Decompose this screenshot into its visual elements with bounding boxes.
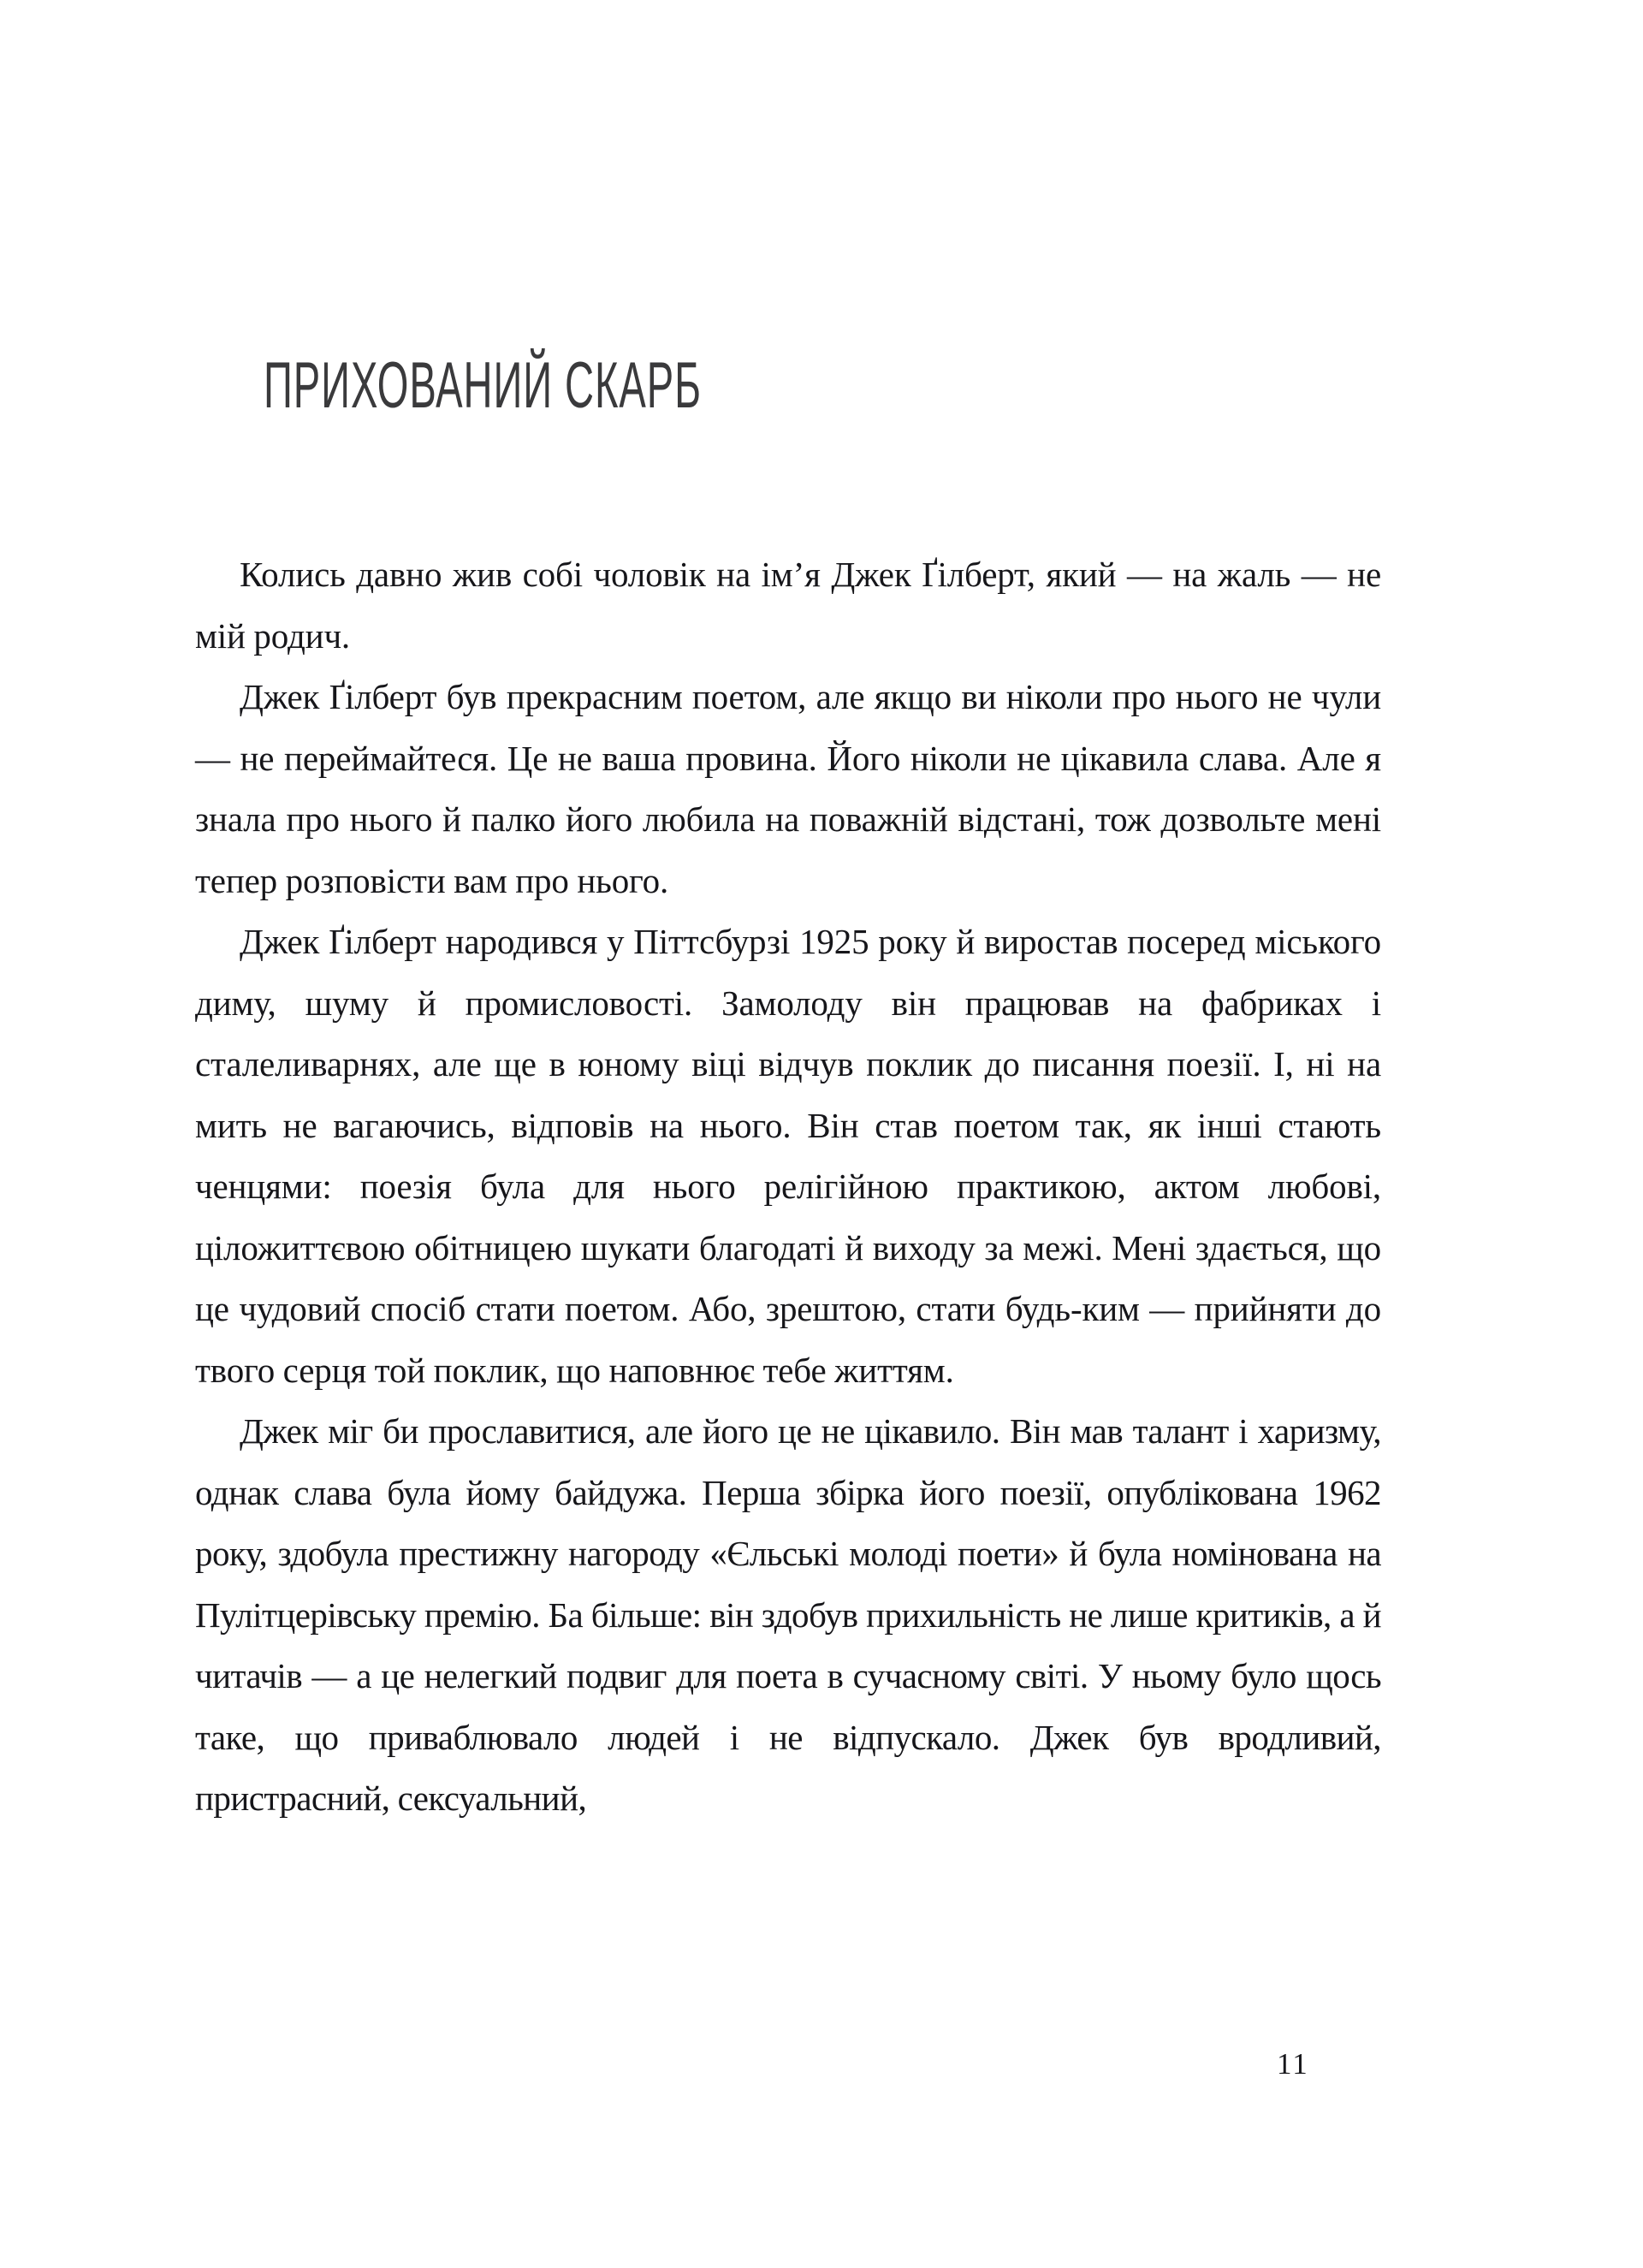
paragraph: Джек міг би прославитися, але його це не цікавило. Він мав талант і харизму, однак слава була йому байдужа. Перша збірка його поезії, опублікована 1962 року, здобула престижну нагороду «Єльські молоді поети» й була номінована на Пулітцерівську премію. Ба більше: він здобув прихильність не лише критиків, а й читачів — а це нелегкий подвиг для поета в сучасному світі. У ньому було щось таке, що приваблювало людей і не відпускало. Джек був вродливий, пристрасний, сексуальний, <box>195 1411 1381 1818</box>
page-title: ПРИХОВАНИЙ СКАРБ <box>264 349 702 422</box>
page-number: 11 <box>1277 2047 1309 2081</box>
paragraph: Джек Ґілберт народився у Піттсбурзі 1925 року й виростав посеред міського диму, шуму й промисловості. Замолоду він працював на фабриках і сталеливарнях, але ще в юному віці відчув поклик до писання поезії. І, ні на мить не вагаючись, відповів на нього. Він став поетом так, як інші стають ченцями: поезія була для нього релігійною практикою, актом любові, цiложиттєвою обітницею шукати благодаті й виходу за межі. Мені здається, що це чудовий спосіб стати поетом. Або, зрештою, стати будь-ким — прийняти до твого серця той поклик, що наповнює тебе життям. <box>195 922 1381 1390</box>
paragraph: Колись давно жив собі чоловік на ім’я Джек Ґілберт, який — на жаль — не мій родич. <box>195 555 1381 656</box>
paragraph: Джек Ґілберт був прекрасним поетом, але якщо ви ніколи про нього не чули — не переймайтеся. Це не ваша провина. Його ніколи не цікавила слава. Але я знала про нього й палко його любила на поважній відстані, тож дозвольте мені тепер розповісти вам про нього. <box>195 677 1381 900</box>
body-text-block <box>195 544 1381 1830</box>
